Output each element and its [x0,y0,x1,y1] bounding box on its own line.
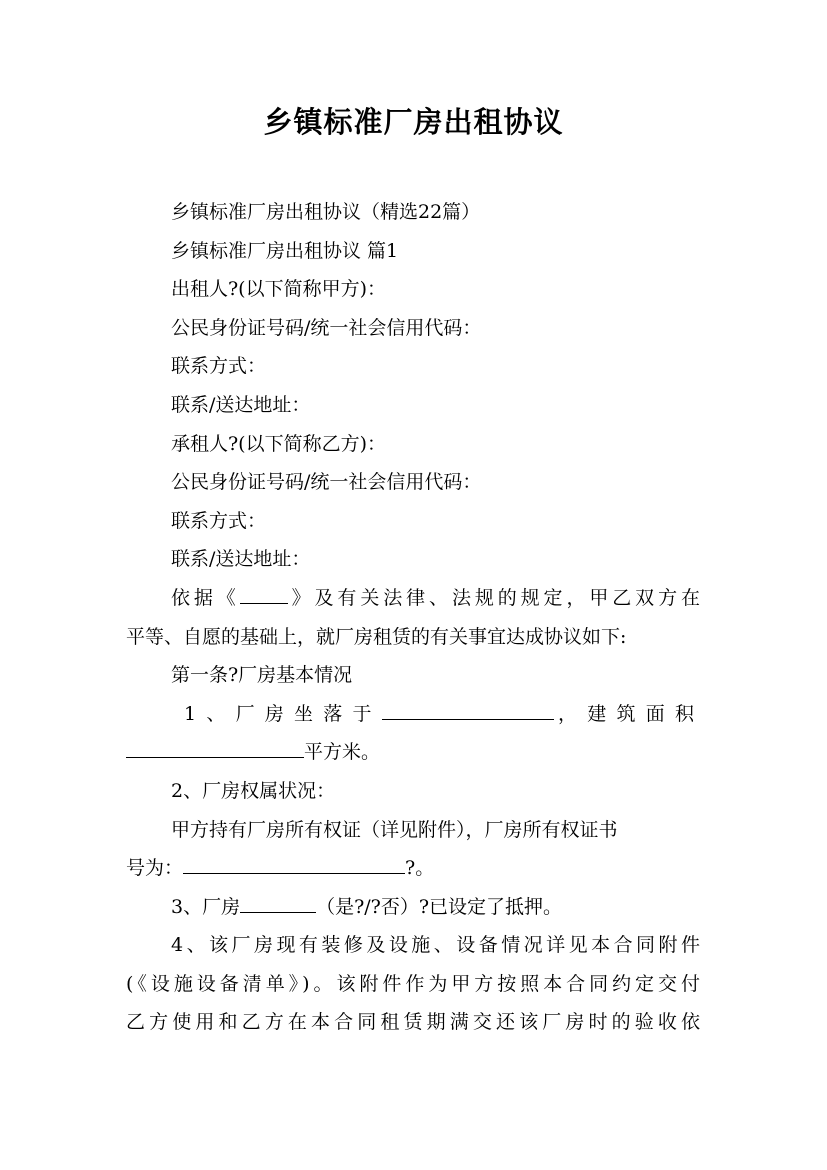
item-2-heading: 2、厂房权属状况： [171,779,336,802]
section-heading: 乡镇标准厂房出租协议 篇1 [171,239,399,262]
item-1-text-mid: ，建筑面积 [553,702,700,725]
item-4-line-3: 乙方使用和乙方在本合同租赁期满交还该厂房时的验收依 [126,1011,700,1034]
subtitle-line: 乡镇标准厂房出租协议（精选22篇） [171,201,481,223]
blank-area [126,737,304,758]
item-2-text-post: ?。 [405,857,435,880]
lessor-contact-label: 联系方式： [171,355,267,378]
item-1-text-pre: 1、厂房坐落于 [184,702,382,725]
blank-certificate-number [183,853,405,874]
item-4-line-1: 4、该厂房现有装修及设施、设备情况详见本合同附件 [171,934,700,957]
lessor-label: 出租人?(以下简称甲方)： [171,278,387,301]
item-2-text-pre: 号为： [126,857,184,880]
blank-law-name [240,583,288,604]
item-2-body-line-2 [126,849,700,888]
lessee-contact-label: 联系方式： [171,509,267,532]
lessor-id-label: 公民身份证号码/统一社会信用代码： [171,316,482,339]
lessee-address-label: 联系/送达地址： [171,548,311,571]
basis-paragraph-line-1 [126,579,700,618]
blank-mortgage [240,892,316,913]
lessor-address-label: 联系/送达地址： [171,393,311,416]
item-3-line [126,888,700,927]
item-3-text-post: （是?/?否）?已设定了抵押。 [316,895,563,918]
basis-text-pre: 依据《 [171,586,240,609]
item-3-text-pre: 3、厂房 [171,895,241,918]
item-1-line-2 [126,733,700,772]
lessee-label: 承租人?(以下简称乙方)： [171,432,387,455]
item-1-text-post: 平方米。 [304,741,381,764]
item-4-line-2: (《设施设备清单》)。该附件作为甲方按照本合同约定交付 [126,972,700,995]
item-2-body-line-1: 甲方持有厂房所有权证（详见附件），厂房所有权证书 [171,818,618,841]
article-1-heading: 第一条?厂房基本情况 [171,664,353,687]
item-1-line-1 [126,695,700,734]
basis-paragraph-line-2: 平等、自愿的基础上，就厂房租赁的有关事宜达成协议如下: [126,625,627,648]
blank-location [382,699,554,720]
lessee-id-label: 公民身份证号码/统一社会信用代码： [171,471,482,494]
basis-text-post: 》及有关法律、法规的规定，甲乙双方在 [287,586,700,609]
document-body [126,193,700,1042]
document-title: 乡镇标准厂房出租协议 [263,105,564,139]
